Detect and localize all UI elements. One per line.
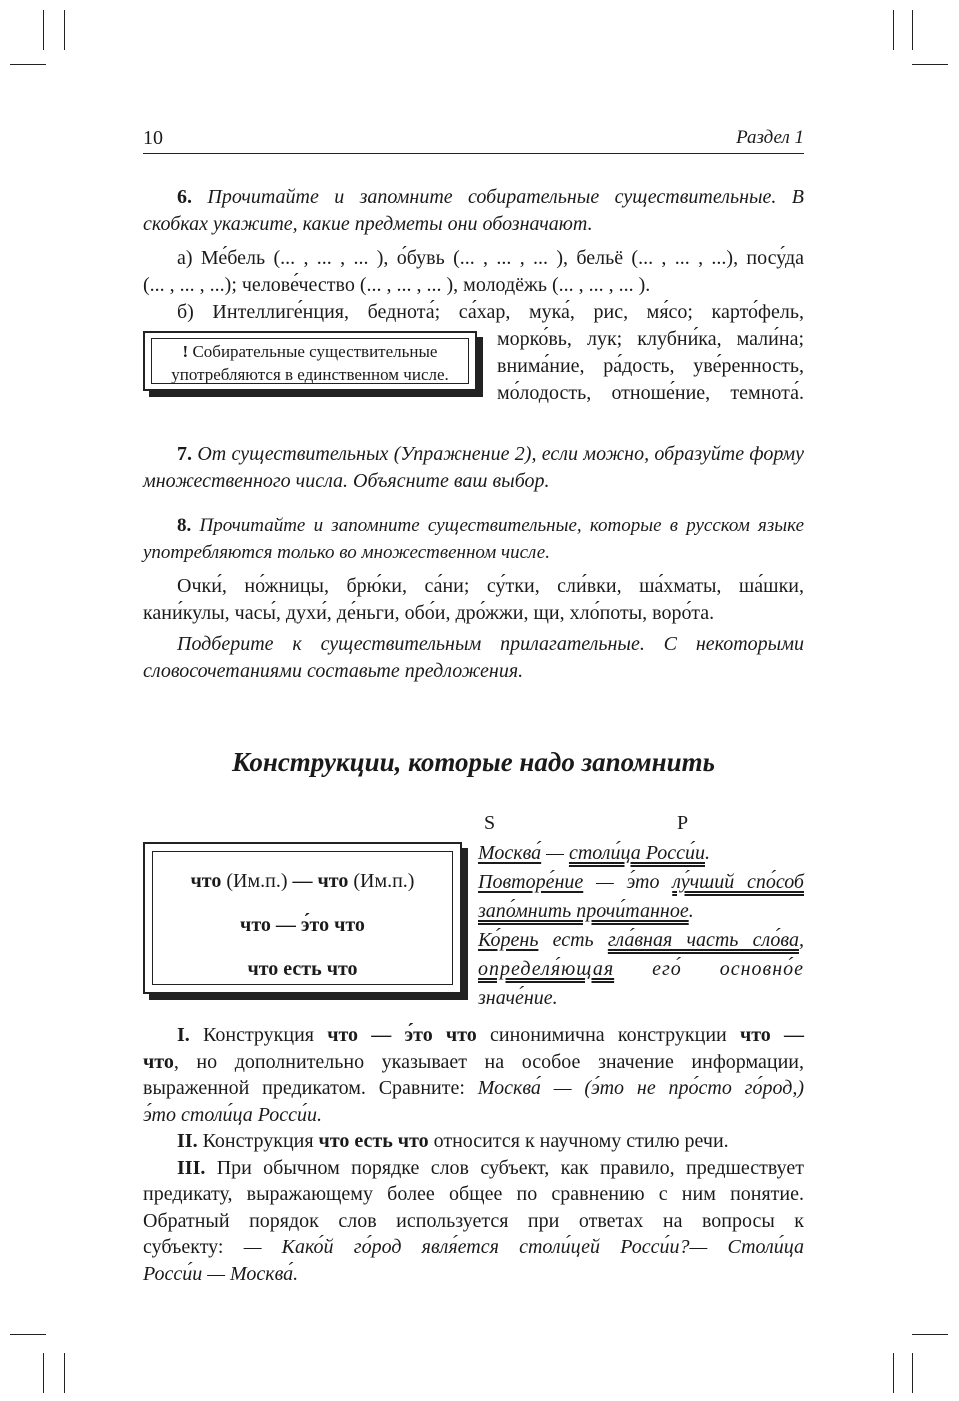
exercise-8-words: Очки́, но́жницы, брю́ки, са́ни; су́тки, сли́вки, ша́хматы, ша́шки, кани́кулы, часы́, духи́, де́ньги, обо́и, дро́жжи, щи, хло́поты, воро́та. xyxy=(143,575,804,624)
exercise-6-a-line2: (... , ... , ...); челове́чество (... , ... , ... ), молодёжь (... , ... , ... ). xyxy=(143,274,651,296)
exercise-6-instruction: 6. Прочитайте и запомните собирательные существительные. В скобках укажите, какие предметы они обозначают. xyxy=(143,186,805,235)
crop-mark xyxy=(10,64,46,65)
example-3-line2: определя́ющая его́ основно́е xyxy=(478,958,804,980)
crop-mark xyxy=(912,1353,913,1393)
exercise-7: 7. От существительных (Упражнение 2), если можно, образуйте форму множественного числа. Объясните ваш выбор. xyxy=(143,443,804,492)
example-3-line3: значе́ние. xyxy=(478,987,558,1009)
exercise-number: 8. xyxy=(177,515,192,536)
example-3-line1: Ко́рень есть гла́вная часть сло́ва, xyxy=(478,929,804,951)
crop-mark xyxy=(10,1334,46,1335)
explanation-III-line5: Росси́и — Москва́. xyxy=(143,1262,299,1285)
exercise-6-b-continued: морко́вь, лук; клубни́ка, мали́на; внима́ние, ра́дость, уве́ренность, мо́лодость, отноше́ние, темнота́. xyxy=(497,328,804,404)
page-header xyxy=(143,125,804,154)
crop-mark xyxy=(64,10,65,50)
construction-3: что есть что xyxy=(247,958,358,980)
example-2-line2: запо́мнить прочи́танное. xyxy=(478,900,694,922)
construction-2: что — э́то что xyxy=(240,914,365,936)
crop-mark xyxy=(43,10,44,50)
explanation-I-line3: выраженной предикатом. Сравните: Москва́ — (э́то не про́сто го́род,) xyxy=(143,1077,805,1099)
explanation-I-line4: э́то столи́ца Росси́и. xyxy=(143,1103,323,1126)
exercise-6-a-line1: а) Ме́бель (... , ... , ... ), о́бувь (... , ... , ... ), бельё (... , ... , ...), посу́да xyxy=(177,247,804,269)
crop-mark xyxy=(912,1334,948,1335)
exercise-number: 6. xyxy=(177,186,192,208)
predicate-label: P xyxy=(677,812,689,834)
exercise-8-instruction: 8. Прочитайте и запомните существительные, которые в русском языке употребляются только во множественном числе. xyxy=(143,515,805,563)
explanation-III-line3: Обратный порядок слов используется при ответах на вопросы к xyxy=(143,1209,804,1232)
example-2-line1: Повторе́ние — э́то лу́чший спо́соб xyxy=(478,871,804,893)
exercise-number: 7. xyxy=(177,443,192,465)
example-1: Москва́ — столи́ца Росси́и. xyxy=(478,842,710,864)
explanations xyxy=(143,1022,804,1287)
subject-label: S xyxy=(484,812,496,834)
constructions-block xyxy=(143,812,804,1017)
crop-mark xyxy=(893,1353,894,1393)
explanation-II: II. Конструкция что есть что относится к научному стилю речи. xyxy=(177,1130,729,1152)
page-content xyxy=(143,125,804,1287)
crop-mark xyxy=(893,10,894,50)
crop-mark xyxy=(43,1353,44,1393)
constructions-box xyxy=(143,842,462,994)
explanation-I-line2: что, но дополнительно указывает на особое значение информации, xyxy=(143,1050,804,1073)
construction-1: что (Им.п.) — что (Им.п.) xyxy=(190,870,415,892)
exercise-8-task: Подберите к существительным прилагательные. С некоторыми словосочетаниями составьте предложения. xyxy=(143,633,804,682)
note-box: ! Собирательные существительные употребляются в единственном числе. xyxy=(143,331,477,391)
explanation-I-line1: I. Конструкция что — э́то что синонимична конструкции что — xyxy=(177,1024,805,1046)
construction-examples xyxy=(478,839,804,1013)
section-label: Раздел 1 xyxy=(736,127,804,148)
page-number: 10 xyxy=(143,127,163,149)
exclamation-mark: ! xyxy=(182,342,189,361)
explanation-III-line1: III. При обычном порядке слов субъект, как правило, предшествует xyxy=(177,1156,804,1179)
crop-mark xyxy=(912,10,913,50)
exercise-6-b-float xyxy=(143,326,804,424)
crop-mark xyxy=(64,1353,65,1393)
explanation-III-line4: субъекту: — Како́й го́род явля́ется столи́цей Росси́и?— Столи́ца xyxy=(143,1236,804,1258)
exercise-6-b-line1: б) Интеллиге́нция, беднота́; са́хар, мука́, рис, мя́со; карто́фель, xyxy=(177,301,804,323)
section-title: Конструкции, которые надо запомнить xyxy=(232,747,715,777)
explanation-III-line2: предикату, выражающему более общее по сравнению с ним понятие. xyxy=(143,1183,804,1205)
crop-mark xyxy=(912,64,948,65)
